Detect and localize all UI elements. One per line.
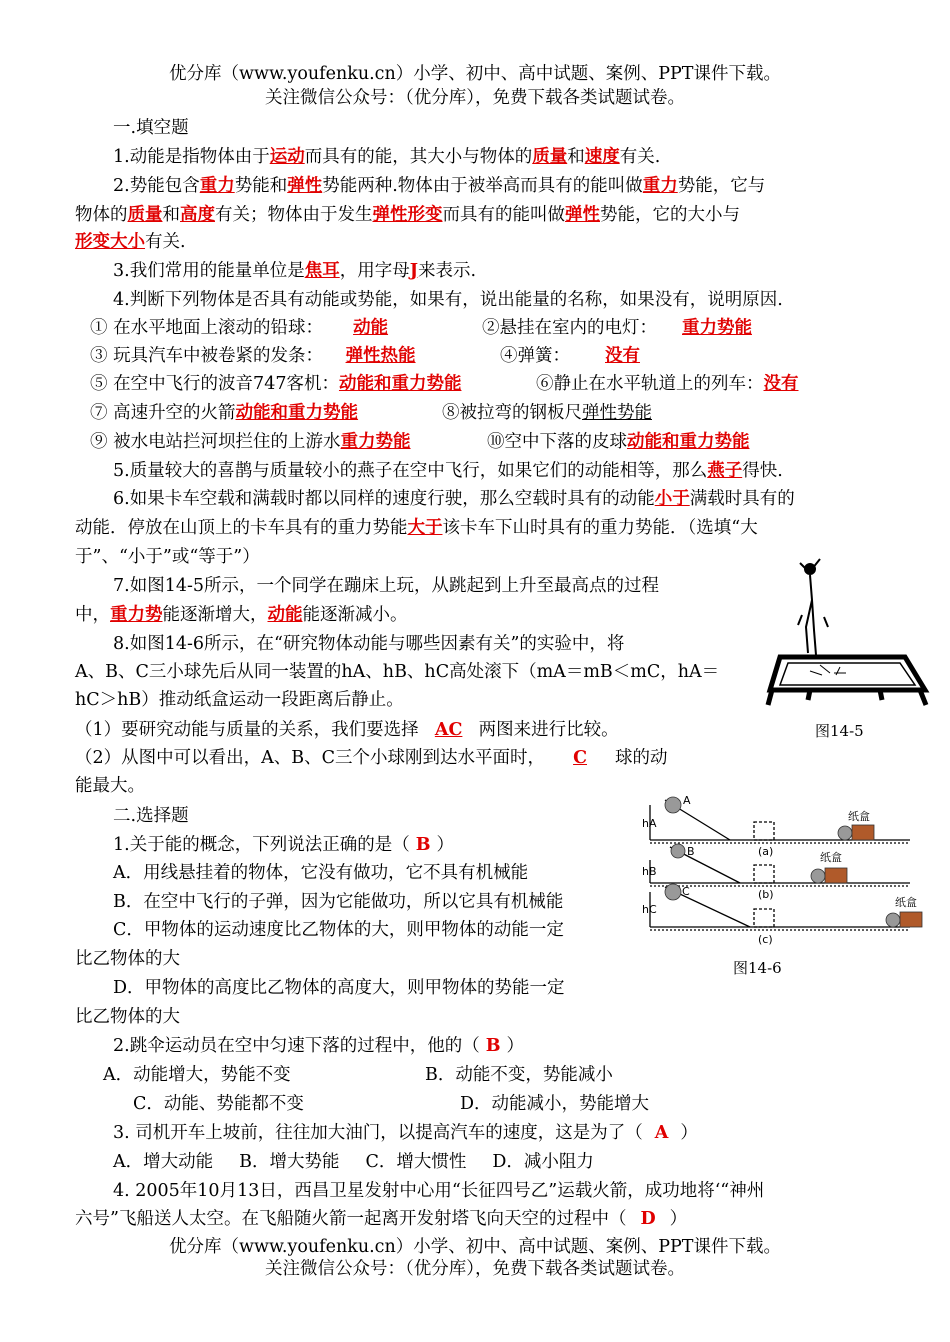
fig146-hc: hC — [642, 903, 657, 916]
s2-q1-stem: 1.关于能的概念，下列说法正确的是（ B ） — [113, 835, 454, 855]
answer: 弹性 — [565, 205, 600, 225]
q3-fill: 3.我们常用的能量单位是焦耳，用字母J来表示. — [113, 261, 477, 281]
answer: 质量 — [532, 147, 568, 167]
s2-q2-option-a: A．动能增大，势能不变 — [103, 1065, 291, 1085]
q4-item-10: ⑩空中下落的皮球动能和重力势能 — [487, 432, 750, 452]
q4-item-8: ⑧被拉弯的钢板尺弹性势能 — [442, 403, 652, 423]
s2-q3-stem: 3. 司机开车上坡前，往往加大油门，以提高汽车的速度，这是为了（ A ） — [113, 1123, 698, 1143]
answer: 小于 — [654, 489, 690, 509]
answer: A — [654, 1123, 669, 1143]
fig146-sub-c: (c) — [758, 933, 773, 946]
fig146-sub-b: (b) — [758, 888, 774, 901]
q4-item-2: ②悬挂在室内的电灯： 重力势能 — [482, 316, 777, 340]
section-title-choice: 二.选择题 — [113, 806, 189, 826]
answer: 高度 — [180, 205, 215, 225]
answer: 速度 — [584, 147, 620, 167]
fig146-box-c: 纸盒 — [895, 896, 917, 909]
q2-fill-line2: 物体的质量和高度有关；物体由于发生弹性形变而具有的能叫做弹性势能，它的大小与 — [75, 205, 740, 225]
figure-14-5-trampoline — [750, 555, 930, 715]
s2-q1-option-d2: 比乙物体的大 — [75, 1007, 180, 1027]
s2-q1-option-c1: C．甲物体的运动速度比乙物体的大，则甲物体的动能一定 — [113, 920, 564, 940]
figure-14-5-caption: 图14-5 — [815, 722, 864, 740]
answer: 燕子 — [707, 461, 743, 481]
header-line-2: 关注微信公众号：（优分库），免费下载各类试题试卷。 — [265, 88, 685, 108]
answer: 没有 — [605, 346, 640, 366]
answer: 重力势能 — [340, 432, 411, 452]
answer: B — [485, 1036, 501, 1056]
footer-line-2: 关注微信公众号：（优分库），免费下载各类试题试卷。 — [265, 1259, 685, 1279]
answer: 动能和重力势能 — [627, 432, 750, 452]
fig146-sub-a: (a) — [758, 845, 774, 858]
s2-q2-option-d: D．动能减小，势能增大 — [460, 1094, 650, 1114]
answer: D — [640, 1209, 656, 1229]
answer: 重力势 — [110, 605, 163, 625]
q4-item-7: ⑦ 高速升空的火箭动能和重力势能 — [90, 403, 359, 423]
s2-q4-stem-1: 4. 2005年10月13日，西昌卫星发射中心用“长征四号乙”运载火箭，成功地将‘“神州 — [113, 1181, 765, 1201]
answer: 重力势能 — [682, 318, 752, 338]
answer: 动能和重力势能 — [338, 374, 462, 394]
q2-fill-line1: 2.势能包含重力势能和弹性势能两种.物体由于被举高而具有的能叫做重力势能，它与 — [113, 176, 766, 196]
answer: AC — [434, 720, 463, 740]
footer-line-1: 优分库（www.youfenku.cn）小学、初中、高中试题、案例、PPT课件下载。 — [169, 1237, 781, 1257]
q4-item-6: ⑥静止在水平轨道上的列车：没有 — [536, 374, 799, 394]
s2-q1-option-c2: 比乙物体的大 — [75, 949, 180, 969]
q4-item-4: ④弹簧： 没有 — [500, 344, 675, 368]
fig146-label-b: B — [687, 845, 695, 858]
s2-q1-option-b: B．在空中飞行的子弹，因为它能做功，所以它具有机械能 — [113, 892, 564, 912]
answer: J — [409, 261, 418, 281]
header-line-1: 优分库（www.youfenku.cn）小学、初中、高中试题、案例、PPT课件下载。 — [169, 64, 781, 84]
answer: 动能 — [267, 605, 303, 625]
q6-fill-line2: 动能．停放在山顶上的卡车具有的重力势能大于该卡车下山时具有的重力势能．（选填“大 — [75, 518, 758, 538]
q6-fill-line3: 于”、“小于”或“等于”） — [75, 547, 260, 567]
q6-fill-line1: 6.如果卡车空载和满载时都以同样的速度行驶，那么空载时具有的动能小于满载时具有的 — [113, 489, 795, 509]
answer: 弹性势能 — [582, 403, 652, 423]
section-title-fill: 一.填空题 — [113, 118, 189, 138]
answer: C — [573, 748, 587, 768]
answer: B — [415, 835, 431, 855]
answer: 弹性 — [287, 176, 323, 196]
fig146-ha: hA — [642, 817, 657, 830]
answer: 没有 — [763, 374, 799, 394]
s2-q2-option-c: C．动能、势能都不变 — [133, 1094, 304, 1114]
q4-item-5: ⑤ 在空中飞行的波音747客机：动能和重力势能 — [90, 374, 462, 394]
answer: 重力 — [199, 176, 235, 196]
s2-q2-stem: 2.跳伞运动员在空中匀速下落的过程中，他的（ B ） — [113, 1036, 524, 1056]
s2-q4-stem-2: 六号”飞船送人太空。在飞船随火箭一起离开发射塔飞向天空的过程中（ D ） — [75, 1209, 688, 1229]
q1-fill: 1.动能是指物体由于运动而具有的能，其大小与物体的质量和速度有关. — [113, 147, 661, 167]
q8-line3: hC＞hB）推动纸盒运动一段距离后静止。 — [75, 690, 404, 710]
q8-line2: A、B、C三小球先后从同一装置的hA、hB、hC高处滚下（mA＝mB＜mC，hA＝ — [75, 662, 720, 682]
answer: 弹性形变 — [372, 205, 443, 225]
q4-item-9: ⑨ 被水电站拦河坝拦住的上游水重力势能 — [90, 432, 411, 452]
q7-fill-line2: 中，重力势能逐渐增大，动能能逐渐减小。 — [75, 605, 408, 625]
fig146-box-a: 纸盒 — [848, 810, 870, 823]
q8-part2-cont: 能最大。 — [75, 776, 145, 796]
answer: 焦耳 — [304, 261, 340, 281]
q4-item-3: ③ 玩具汽车中被卷紧的发条： 弹性热能 — [90, 344, 438, 368]
q7-fill-line1: 7.如图14-5所示，一个同学在蹦床上玩，从跳起到上升至最高点的过程 — [113, 576, 660, 596]
answer: 弹性热能 — [345, 346, 416, 366]
s2-q2-option-b: B．动能不变，势能减小 — [425, 1065, 613, 1085]
answer: 形变大小 — [75, 232, 145, 252]
q5-fill: 5.质量较大的喜鹊与质量较小的燕子在空中飞行，如果它们的动能相等，那么燕子得快. — [113, 461, 783, 481]
s2-q3-options: A．增大动能 B．增大势能 C．增大惯性 D．减小阻力 — [113, 1152, 594, 1172]
ball-a — [665, 797, 681, 813]
answer: 动能和重力势能 — [235, 403, 359, 423]
answer: 重力 — [642, 176, 678, 196]
fig146-box-b: 纸盒 — [820, 851, 842, 864]
q8-part1: （1）要研究动能与质量的关系，我们要选择 AC 两图来进行比较。 — [75, 720, 619, 740]
q8-part2: （2）从图中可以看出，A、B、C三个小球刚到达水平面时， C 球的动 — [75, 748, 668, 768]
q8-line1: 8.如图14-6所示，在“研究物体动能与哪些因素有关”的实验中，将 — [113, 634, 625, 654]
fig146-label-a: A — [683, 795, 691, 807]
answer: 大于 — [407, 518, 443, 538]
answer: 动能 — [353, 318, 389, 338]
figure-14-6-caption: 图14-6 — [733, 959, 782, 977]
s2-q1-option-a: A．用线悬挂着的物体，它没有做功，它不具有机械能 — [113, 863, 529, 883]
q4-item-1: ① 在水平地面上滚动的铅球： 动能 — [90, 316, 418, 340]
fig146-hb: hB — [642, 865, 657, 878]
q2-fill-line3: 形变大小有关. — [75, 232, 186, 252]
q4-stem: 4.判断下列物体是否具有动能或势能，如果有，说出能量的名称，如果没有，说明原因. — [113, 290, 783, 310]
s2-q1-option-d1: D．甲物体的高度比乙物体的高度大，则甲物体的势能一定 — [113, 978, 565, 998]
answer: 质量 — [127, 205, 163, 225]
fig146-label-c: C — [682, 885, 690, 898]
figure-14-6-ramps — [640, 795, 930, 955]
answer: 运动 — [269, 147, 305, 167]
